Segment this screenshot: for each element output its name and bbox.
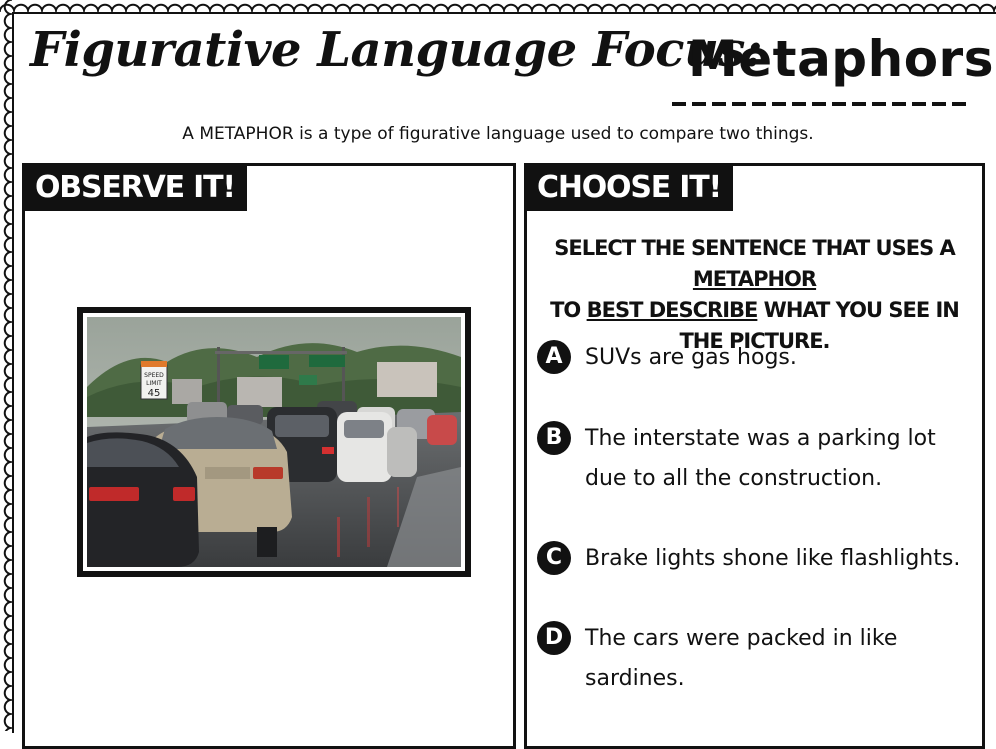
observe-heading: OBSERVE IT!	[25, 166, 247, 211]
instruction-keyword-best-describe: BEST DESCRIBE	[586, 298, 758, 322]
option-text: Brake lights shone like flashlights.	[585, 546, 961, 571]
title-dashed-underline	[672, 102, 972, 106]
option-text: The cars were packed in like sardines.	[585, 626, 898, 691]
svg-text:LIMIT: LIMIT	[146, 380, 162, 387]
instruction-keyword-metaphor: METAPHOR	[692, 267, 817, 291]
option-text: The interstate was a parking lot due to all the construction.	[585, 426, 936, 491]
choose-panel	[524, 163, 985, 749]
svg-text:SPEED: SPEED	[144, 372, 164, 379]
instruction-text: WHAT YOU SEE IN THE PICTURE.	[679, 298, 959, 353]
option-text: SUVs are gas hogs.	[585, 345, 797, 370]
page-title-topic: Metaphors	[688, 30, 994, 88]
page-title-script: Figurative Language Focus:	[30, 22, 763, 78]
option-letter-badge: C	[537, 541, 571, 575]
scalloped-border-left	[0, 0, 12, 731]
option-letter-badge: D	[537, 621, 571, 655]
instruction-text: SELECT THE SENTENCE THAT USES A	[554, 236, 955, 260]
scalloped-border-top	[0, 0, 996, 12]
observe-panel	[22, 163, 516, 749]
traffic-jam-photo-icon	[87, 317, 461, 567]
option-letter-badge: A	[537, 340, 571, 374]
svg-text:45: 45	[147, 388, 161, 399]
option-letter-badge: B	[537, 421, 571, 455]
definition-text: A METAPHOR is a type of figurative language used to compare two things.	[182, 124, 814, 144]
photo-frame	[77, 307, 471, 577]
choose-heading: CHOOSE IT!	[527, 166, 733, 211]
instruction-text: TO	[550, 298, 587, 322]
